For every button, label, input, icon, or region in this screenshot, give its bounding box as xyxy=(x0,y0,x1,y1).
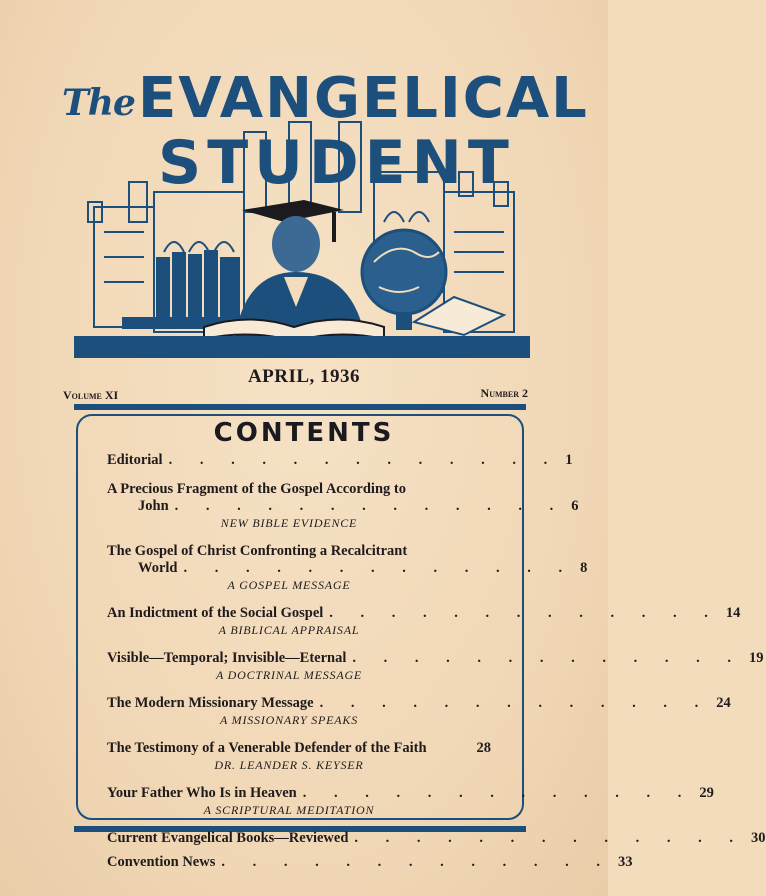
toc-entry: Current Evangelical Books—Reviewed . . . . . . . . . . . . . 30 xyxy=(107,830,766,846)
toc-entry-title: Editorial xyxy=(107,452,163,468)
toc-entry-title: Current Evangelical Books—Reviewed xyxy=(107,830,349,846)
toc-entry xyxy=(107,740,491,773)
volume-label: Volume XI xyxy=(63,388,119,402)
masthead-the: The xyxy=(62,82,135,124)
toc-entry: An Indictment of the Social Gospel . . . . . . . . . . . . . 14 A BIBLICAL APPRAISAL xyxy=(107,605,741,637)
contents-heading: CONTENTS xyxy=(213,418,395,448)
toc-entry-title-continued: World xyxy=(138,560,178,576)
toc-entry-title: The Testimony of a Venerable Defender of the Faith xyxy=(107,740,427,756)
toc-entry-subtitle: NEW BIBLE EVIDENCE xyxy=(220,516,358,530)
toc-entry-title: Convention News xyxy=(107,854,216,870)
toc-entry-page: 30 xyxy=(751,830,766,846)
toc-entry-page: 24 xyxy=(716,695,731,711)
student-illustration xyxy=(74,112,530,358)
toc-entry-page: 19 xyxy=(749,650,764,666)
toc-entry-page: 1 xyxy=(565,452,573,468)
masthead-title-student: STUDENT xyxy=(158,128,515,198)
toc-entry-title: The Modern Missionary Message xyxy=(107,695,314,711)
toc-entry: The Gospel of Christ Confronting a Recalcitrant World . . . . . . . . . . . . . 8 A GOSPEL MESSAGE xyxy=(107,543,588,592)
number-label: Number 2 xyxy=(480,386,528,400)
table-of-contents xyxy=(107,452,766,871)
toc-entry-title: An Indictment of the Social Gospel xyxy=(107,605,324,621)
masthead-title-evangelical: EVANGELICAL xyxy=(138,66,589,131)
top-rule xyxy=(74,404,526,410)
toc-entry-page: 29 xyxy=(699,785,714,801)
toc-entry: Visible—Temporal; Invisible—Eternal . . . . . . . . . . . . . 19 A DOCTRINAL MESSAGE xyxy=(107,650,764,682)
toc-entry-subtitle: A DOCTRINAL MESSAGE xyxy=(215,668,363,682)
toc-entry: The Modern Missionary Message . . . . . . . . . . . . . 24 A MISSIONARY SPEAKS xyxy=(107,695,731,727)
toc-entry-page: 6 xyxy=(571,498,579,514)
toc-entry-page: 28 xyxy=(476,740,491,756)
toc-entry-page: 14 xyxy=(725,605,741,621)
toc-entry-page: 33 xyxy=(617,854,633,870)
toc-entry-page: 8 xyxy=(580,560,588,576)
toc-entry: A Precious Fragment of the Gospel According to John . . . . . . . . . . . . . 6 NEW BIBLE EVIDENCE xyxy=(107,481,579,530)
toc-entry: Your Father Who Is in Heaven . . . . . . . . . . . . . 29 A SCRIPTURAL MEDITATION xyxy=(107,785,714,817)
toc-entry-subtitle: A MISSIONARY SPEAKS xyxy=(219,713,359,727)
toc-entry-title: Visible—Temporal; Invisible—Eternal xyxy=(107,650,347,666)
toc-entry-title-continued: John xyxy=(138,498,169,514)
toc-entry-title: The Gospel of Christ Confronting a Recalcitrant xyxy=(107,543,408,559)
toc-entry-title: A Precious Fragment of the Gospel According to xyxy=(107,481,406,497)
toc-entry-subtitle: DR. LEANDER S. KEYSER xyxy=(214,758,364,772)
toc-entry-title: Your Father Who Is in Heaven xyxy=(107,785,297,801)
issue-date: APRIL, 1936 xyxy=(247,366,361,387)
toc-entry: Editorial . . . . . . . . . . . . . 1 xyxy=(107,452,573,468)
toc-entry-subtitle: A BIBLICAL APPRAISAL xyxy=(218,623,360,637)
toc-entry: Convention News . . . . . . . . . . . . . 33 xyxy=(107,854,633,870)
toc-entry-subtitle: A SCRIPTURAL MEDITATION xyxy=(203,803,375,817)
toc-entry-subtitle: A GOSPEL MESSAGE xyxy=(227,578,351,592)
